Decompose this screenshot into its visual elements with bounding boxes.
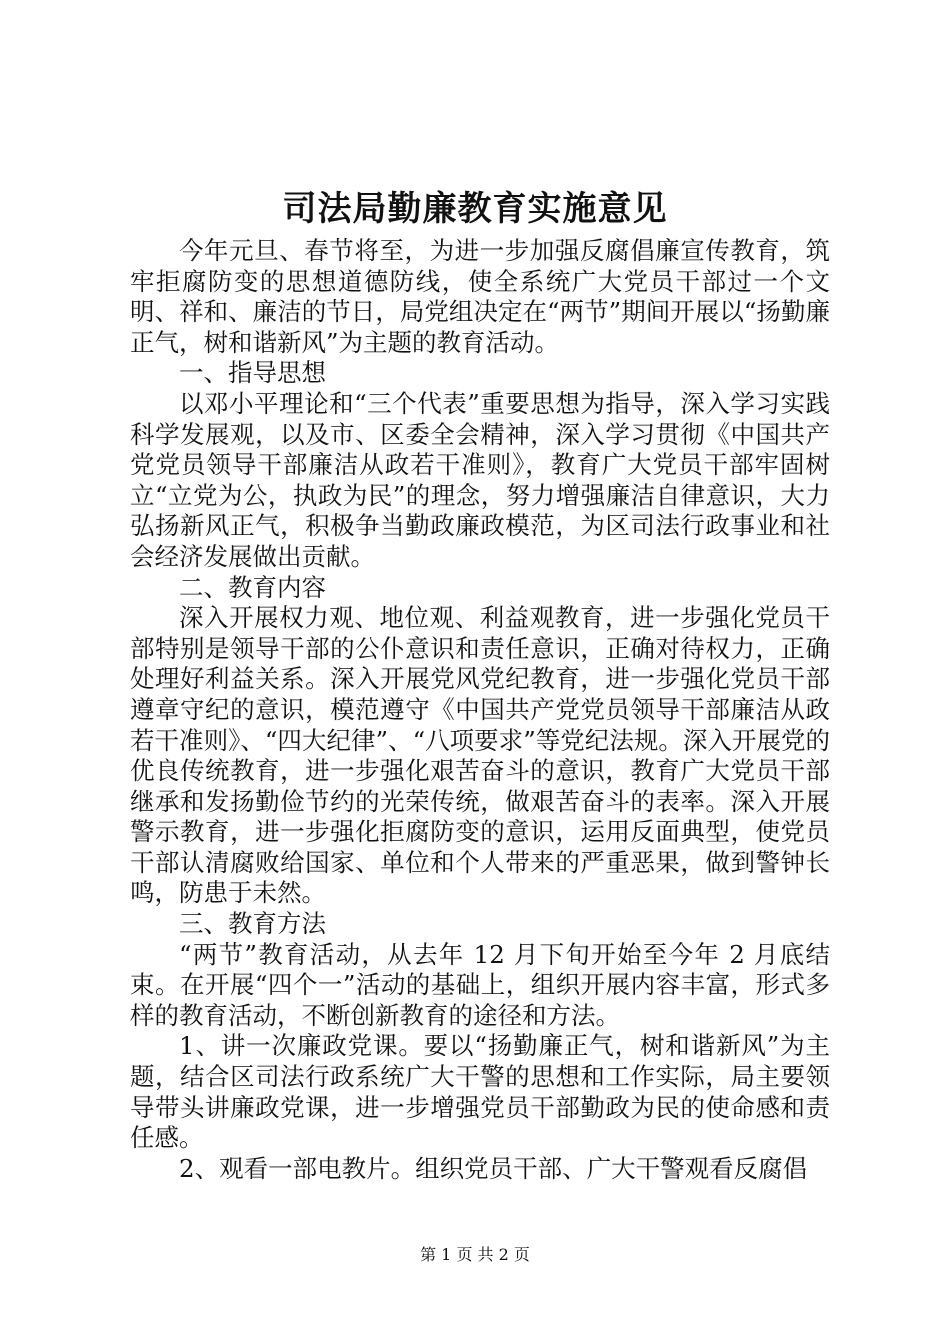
document-title: 司法局勤廉教育实施意见 <box>282 189 668 229</box>
paragraph-item-1: 1、讲一次廉政党课。要以“扬勤廉正气，树和谐新风”为主题，结合区司法行政系统广大干警的思想和工作实际，局主要领导带头讲廉政党课，进一步增强党员干部勤政为民的使命感和责任感。 <box>130 1031 830 1153</box>
section-heading-education-method: 三、教育方法 <box>179 909 326 939</box>
paragraph-education-method: “两节”教育活动，从去年 12 月下旬开始至今年 2 月底结束。在开展“四个一”活动的基础上，组织开展内容丰富，形式多样的教育活动，不断创新教育的途径和方法。 <box>130 939 830 1030</box>
document-body <box>130 236 830 1184</box>
page-footer: 第 1 页 共 2 页 <box>420 1245 530 1264</box>
paragraph-item-2: 2、观看一部电教片。组织党员干部、广大干警观看反腐倡 <box>179 1153 808 1183</box>
paragraph-intro: 今年元旦、春节将至，为进一步加强反腐倡廉宣传教育，筑牢拒腐防变的思想道德防线，使全系统广大党员干部过一个文明、祥和、廉洁的节日，局党组决定在“两节”期间开展以“扬勤廉正气，树和谐新风”为主题的教育活动。 <box>130 236 830 357</box>
section-heading-guiding-thought: 一、指导思想 <box>179 358 326 388</box>
paragraph-guiding-thought: 以邓小平理论和“三个代表”重要思想为指导，深入学习实践科学发展观，以及市、区委全会精神，深入学习贯彻《中国共产党党员领导干部廉洁从政若干准则》，教育广大党员干部牢固树立“立党为公，执政为民”的理念，努力增强廉洁自律意识，大力弘扬新风正气，积极争当勤政廉政模范，为区司法行政事业和社会经济发展做出贡献。 <box>130 388 830 571</box>
section-heading-education-content: 二、教育内容 <box>179 572 326 602</box>
paragraph-education-content: 深入开展权力观、地位观、利益观教育，进一步强化党员干部特别是领导干部的公仆意识和责任意识，正确对待权力，正确处理好利益关系。深入开展党风党纪教育，进一步强化党员干部遵章守纪的意识，模范遵守《中国共产党党员领导干部廉洁从政若干准则》、“四大纪律”、“八项要求”等党纪法规。深入开展党的优良传统教育，进一步强化艰苦奋斗的意识，教育广大党员干部继承和发扬勤俭节约的光荣传统，做艰苦奋斗的表率。深入开展警示教育，进一步强化拒腐防变的意识，运用反面典型，使党员干部认清腐败给国家、单位和个人带来的严重恶果，做到警钟长鸣，防患于未然。 <box>130 603 830 908</box>
